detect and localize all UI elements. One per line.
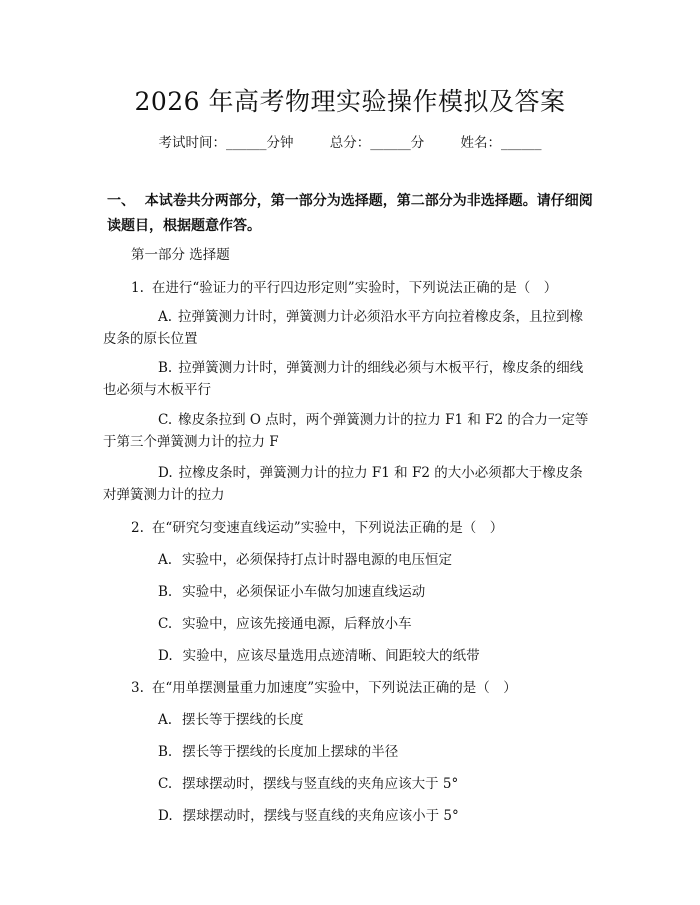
option-1c [103, 409, 596, 453]
question-number: 1. [131, 280, 144, 296]
option-label: C. [158, 616, 173, 632]
option-text: 摆长等于摆线的长度加上摆球的半径 [182, 744, 399, 760]
option-2b [158, 580, 596, 600]
option-label: D. [158, 648, 173, 664]
option-label: B. [158, 360, 173, 376]
option-1a [103, 306, 596, 350]
time-unit: 分钟 [266, 135, 294, 151]
option-2c [158, 612, 596, 632]
option-3b [158, 740, 596, 760]
name-label: 姓名： [460, 135, 502, 151]
option-text: 摆长等于摆线的长度 [182, 712, 304, 728]
score-blank: ______ [370, 135, 411, 151]
option-3a [158, 708, 596, 728]
option-text: 实验中，必须保证小车做匀加速直线运动 [182, 584, 426, 600]
option-label: A. [158, 309, 173, 325]
question-3 [131, 676, 601, 696]
option-label: A. [158, 552, 173, 568]
option-text: 拉橡皮条时，弹簧测力计的拉力 F1 和 F2 的大小必须都大于橡皮条对弹簧测力计的拉力 [103, 465, 583, 503]
question-number: 3. [131, 680, 144, 696]
option-1d [103, 462, 596, 506]
section-number: 一、 [107, 193, 135, 209]
question-stem: 在“用单摆测量重力加速度”实验中，下列说法正确的是（ ） [151, 680, 517, 696]
option-1b [103, 357, 596, 401]
option-text: 橡皮条拉到 O 点时，两个弹簧测力计的拉力 F1 和 F2 的合力一定等于第三个弹簧测力计的拉力 F [103, 412, 589, 450]
option-text: 拉弹簧测力计时，弹簧测力计的细线必须与木板平行，橡皮条的细线也必须与木板平行 [103, 360, 584, 398]
option-text: 摆球摆动时，摆线与竖直线的夹角应该小于 5° [182, 808, 459, 824]
section-text: 本试卷共分两部分，第一部分为选择题，第二部分为非选择题。请仔细阅读题目，根据题意作答。 [107, 193, 593, 234]
option-label: B. [158, 584, 173, 600]
part-title: 第一部分 选择题 [131, 247, 230, 263]
option-2a [158, 548, 596, 568]
question-stem: 在进行“验证力的平行四边形定则”实验时，下列说法正确的是（ ） [151, 280, 558, 296]
name-blank: ______ [501, 135, 542, 151]
option-text: 实验中，应该先接通电源，后释放小车 [182, 616, 412, 632]
question-1 [131, 276, 601, 296]
option-label: D. [158, 808, 173, 824]
exam-time [158, 135, 293, 151]
question-2 [131, 516, 601, 536]
option-label: C. [158, 412, 173, 428]
option-label: A. [158, 712, 173, 728]
option-label: C. [158, 776, 173, 792]
time-label: 考试时间： [158, 135, 226, 151]
time-blank: ______ [225, 135, 267, 151]
exam-score [330, 135, 425, 151]
option-text: 实验中，必须保持打点计时器电源的电压恒定 [182, 552, 453, 568]
option-2d [158, 644, 596, 664]
exam-meta [0, 131, 700, 151]
section-heading [107, 189, 597, 239]
option-label: D. [158, 465, 173, 481]
question-stem: 在“研究匀变速直线运动”实验中，下列说法正确的是（ ） [151, 520, 504, 536]
option-text: 摆球摆动时，摆线与竖直线的夹角应该大于 5° [182, 776, 459, 792]
option-3d [158, 804, 596, 824]
exam-name [461, 135, 542, 151]
score-label: 总分： [329, 135, 371, 151]
option-3c [158, 772, 596, 792]
question-number: 2. [131, 520, 144, 536]
page-title: 2026 年高考物理实验操作模拟及答案 [134, 87, 566, 116]
score-unit: 分 [410, 135, 425, 151]
option-text: 拉弹簧测力计时，弹簧测力计必须沿水平方向拉着橡皮条，且拉到橡皮条的原长位置 [103, 309, 584, 347]
option-label: B. [158, 744, 173, 760]
option-text: 实验中，应该尽量选用点迹清晰、间距较大的纸带 [182, 648, 480, 664]
